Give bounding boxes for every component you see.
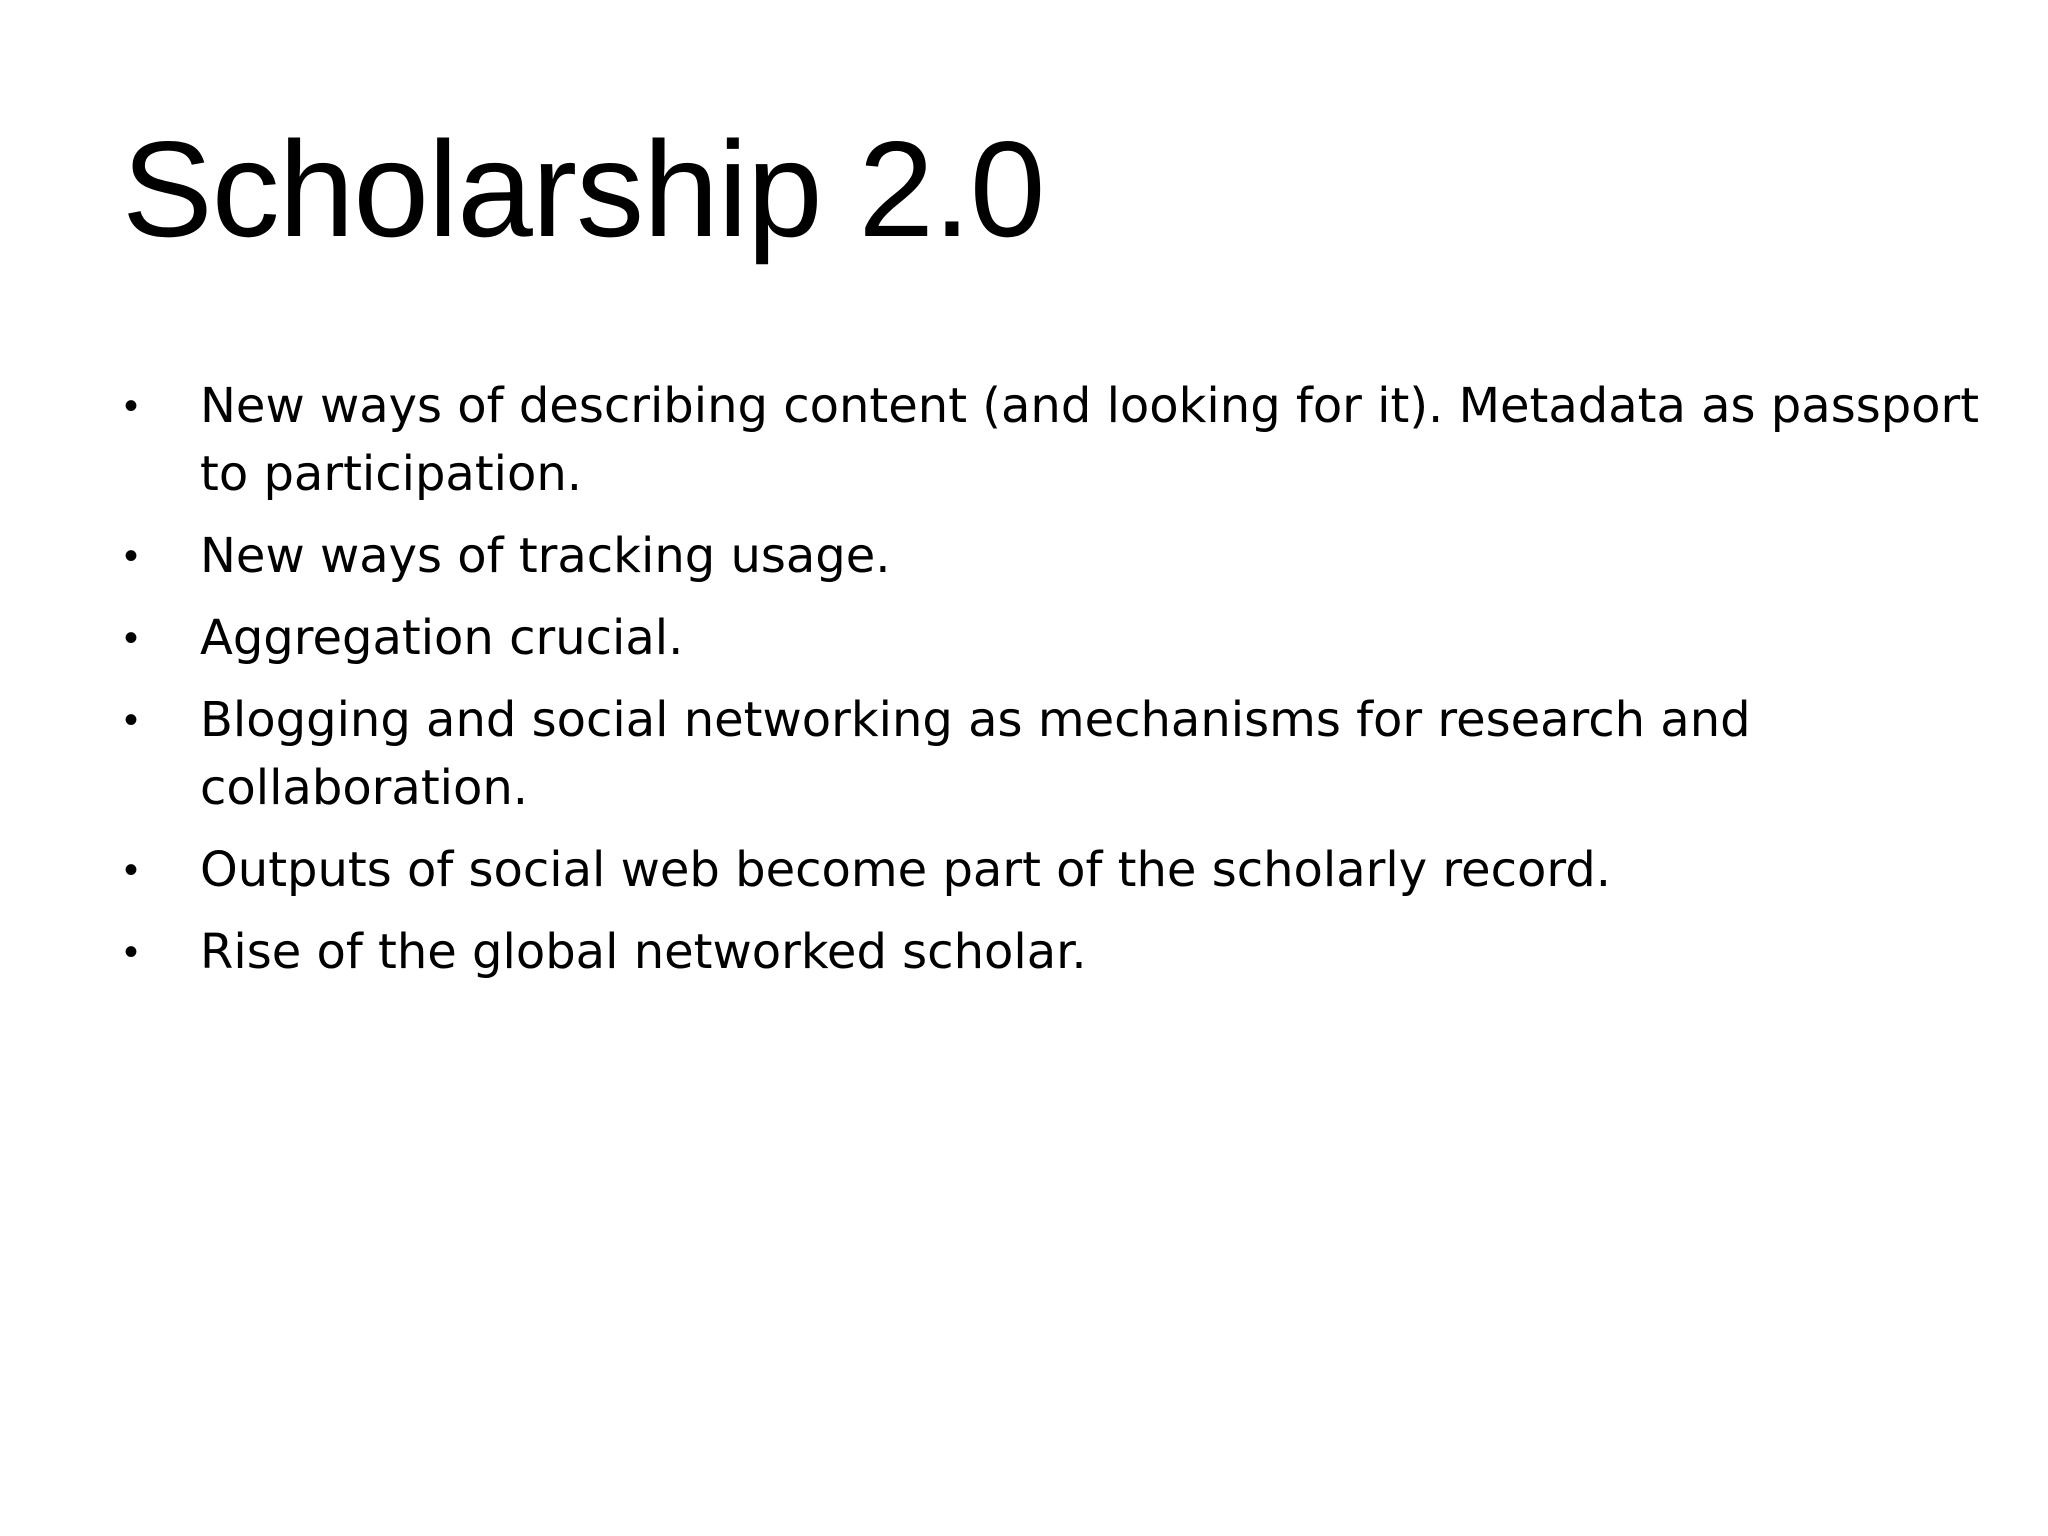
bullet-marker: • xyxy=(124,384,139,428)
bullet-marker: • xyxy=(124,848,139,892)
bullet-marker: • xyxy=(124,930,139,974)
bullet-text: Rise of the global networked scholar. xyxy=(200,924,1087,980)
bullet-item xyxy=(122,604,2022,672)
bullet-item xyxy=(122,522,2022,590)
bullet-item xyxy=(122,372,2022,508)
bullet-text: Blogging and social networking as mechanisms for research and collaboration. xyxy=(200,692,1751,816)
bullet-text: Outputs of social web become part of the scholarly record. xyxy=(200,842,1611,898)
bullet-list xyxy=(122,372,2022,1000)
bullet-marker: • xyxy=(124,698,139,742)
bullet-item xyxy=(122,836,2022,904)
slide-title: Scholarship 2.0 xyxy=(122,113,1045,265)
bullet-item xyxy=(122,918,2022,986)
bullet-marker: • xyxy=(124,534,139,578)
bullet-item xyxy=(122,686,2022,822)
bullet-text: Aggregation crucial. xyxy=(200,610,684,666)
bullet-text: New ways of tracking usage. xyxy=(200,528,891,584)
bullet-text: New ways of describing content (and looking for it). Metadata as passport to participation. xyxy=(200,378,1980,502)
bullet-marker: • xyxy=(124,616,139,660)
